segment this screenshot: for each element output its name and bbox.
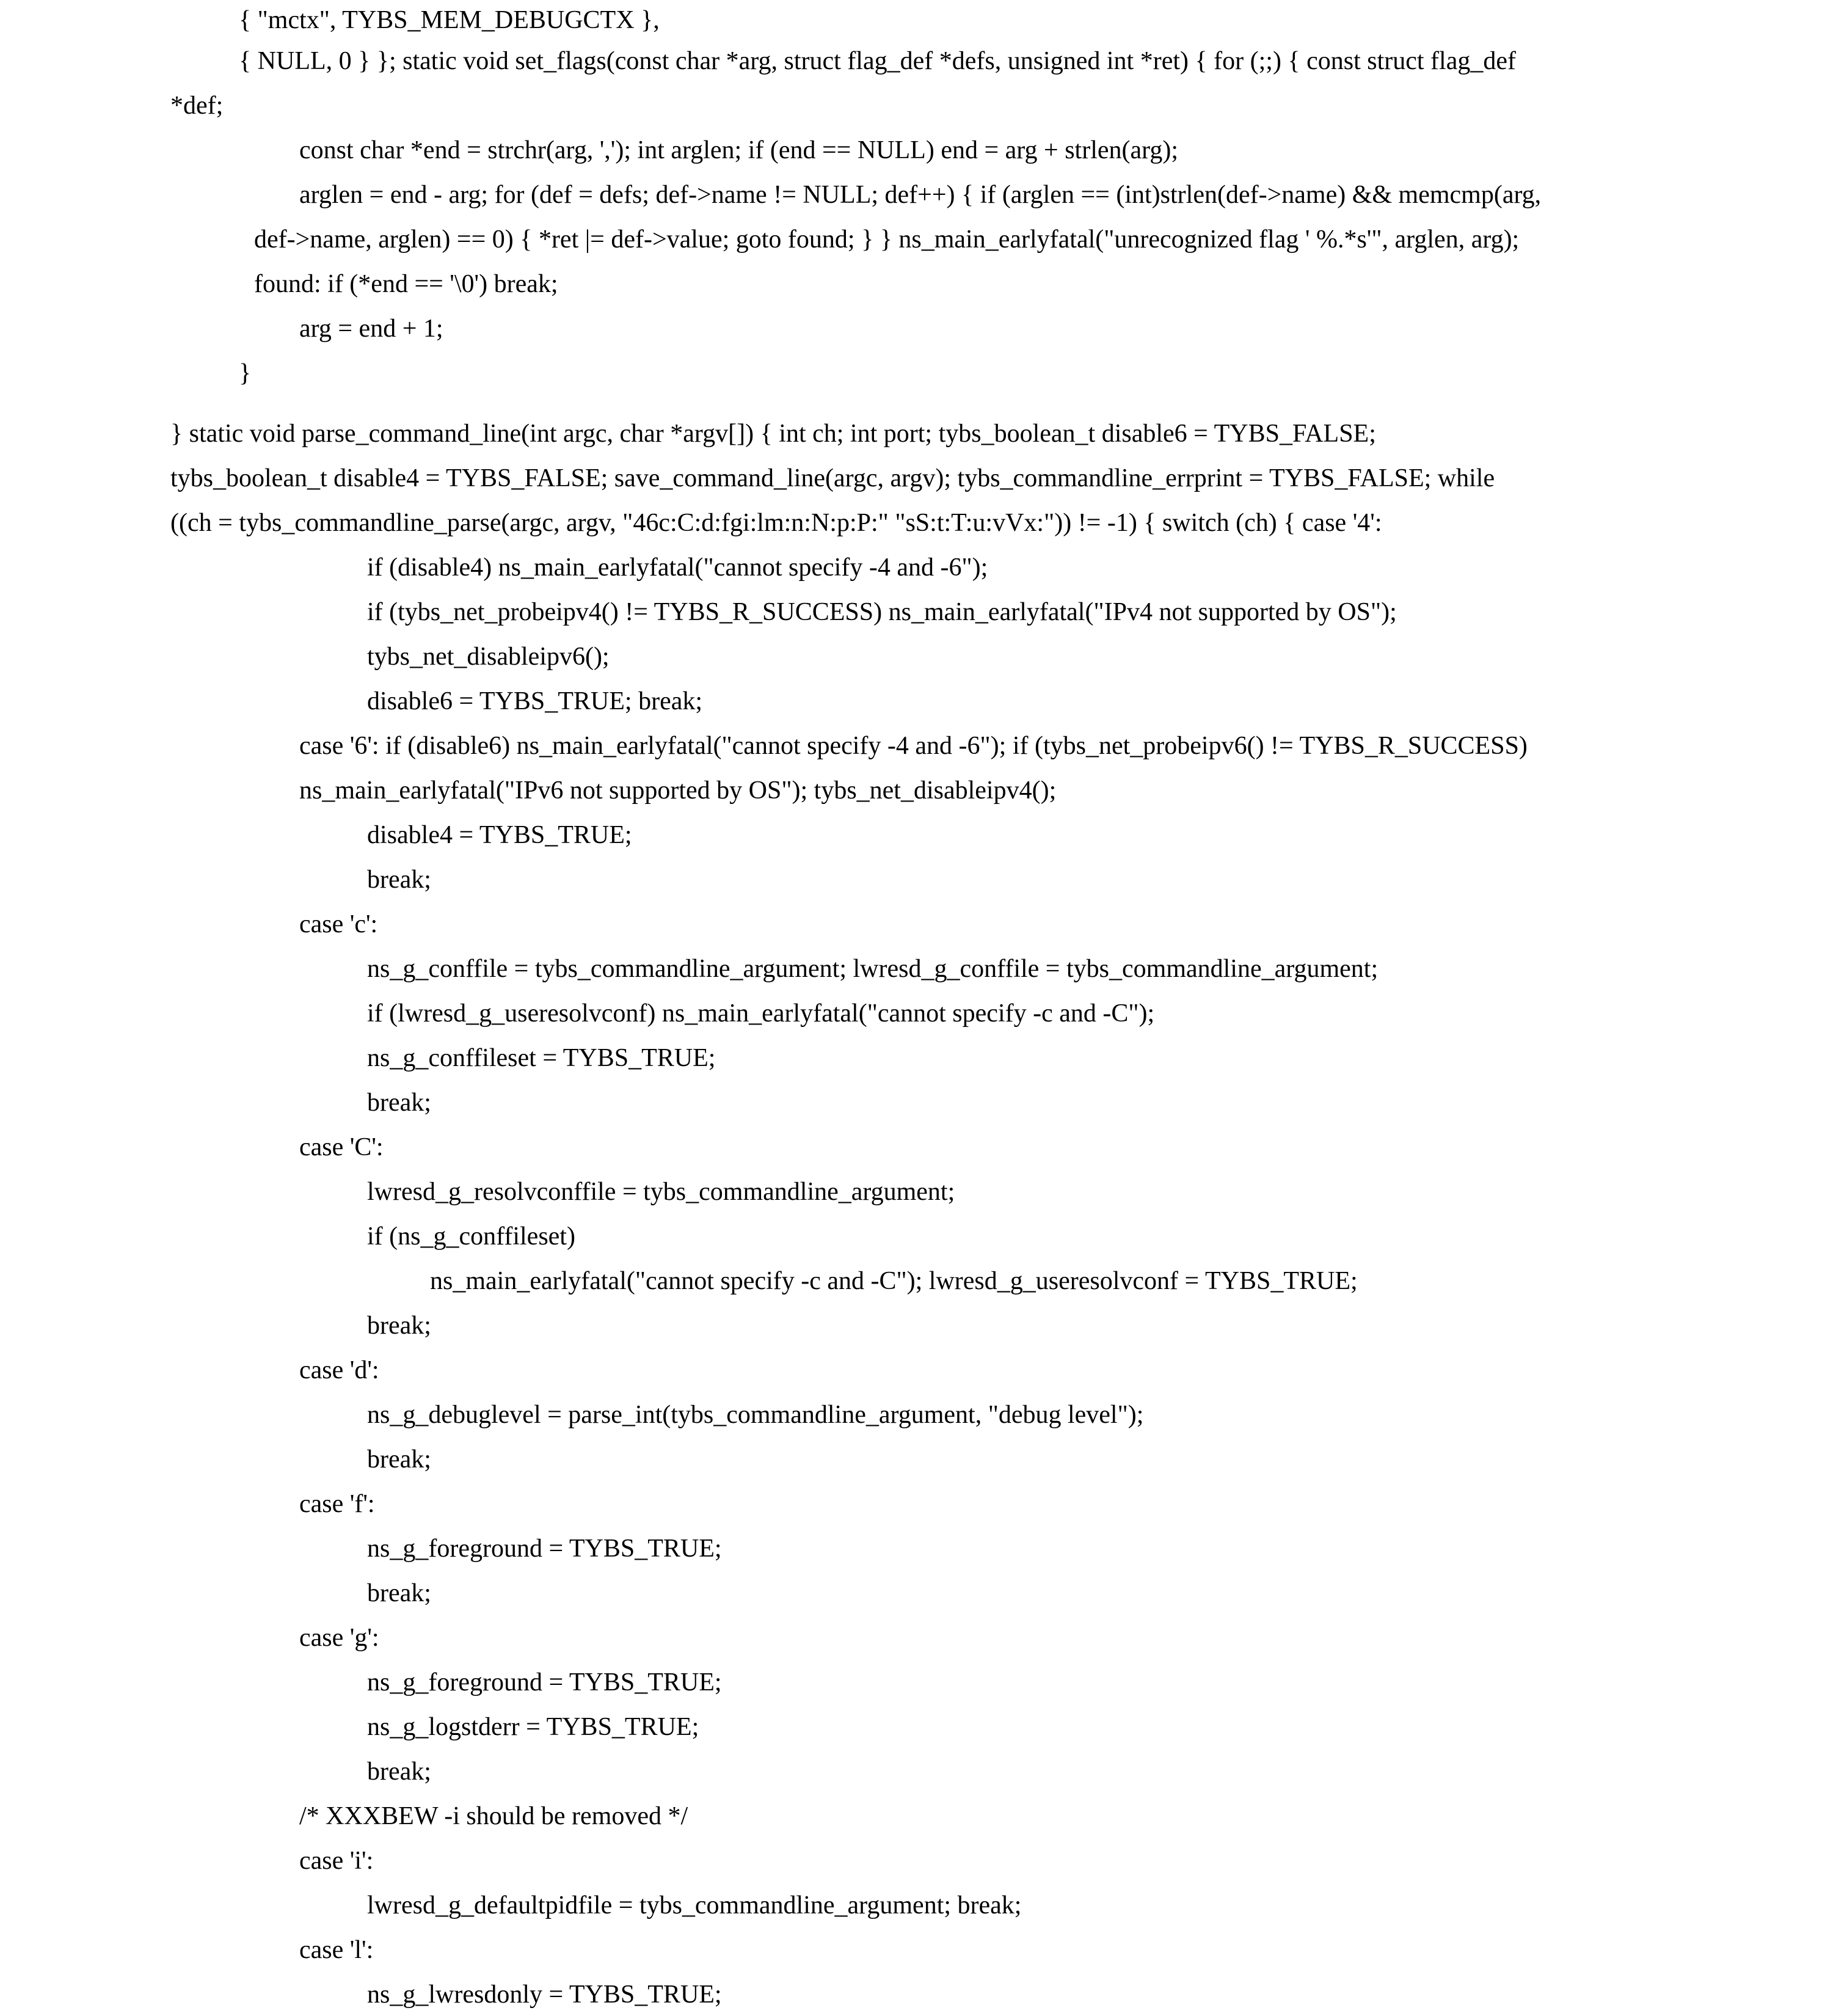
code-line: ((ch = tybs_commandline_parse(argc, argv, "46c:C:d:fgi:lm:n:N:p:P:" "sS:t:T:u:vVx:")) != -1) { switch (ch) { case '4': [170, 509, 1382, 537]
code-line: if (disable4) ns_main_earlyfatal("cannot specify -4 and -6"); [367, 553, 988, 582]
code-line: ns_g_foreground = TYBS_TRUE; [367, 1535, 722, 1563]
code-line: def->name, arglen) == 0) { *ret |= def->value; goto found; } } ns_main_earlyfatal("unrecognized flag ' %.*s'", arglen, arg); [254, 225, 1520, 254]
code-line: break; [367, 1758, 431, 1786]
code-line: tybs_boolean_t disable4 = TYBS_FALSE; save_command_line(argc, argv); tybs_commandline_errprint = TYBS_FALSE; while [170, 464, 1495, 492]
code-line: tybs_net_disableipv6(); [367, 643, 610, 671]
code-line: if (ns_g_conffileset) [367, 1222, 575, 1251]
code-line: } [239, 359, 252, 387]
code-line: case 'd': [299, 1356, 379, 1384]
code-line: break; [367, 1089, 431, 1117]
code-line: arg = end + 1; [299, 315, 443, 343]
code-line: { NULL, 0 } }; static void set_flags(const char *arg, struct flag_def *defs, unsigned int *ret) { for (;;) { const struct flag_def [239, 47, 1516, 75]
code-line: const char *end = strchr(arg, ','); int arglen; if (end == NULL) end = arg + strlen(arg); [299, 136, 1179, 164]
code-line: ns_g_debuglevel = parse_int(tybs_commandline_argument, "debug level"); [367, 1401, 1144, 1429]
code-line: case 'C': [299, 1133, 384, 1161]
code-line: break; [367, 1445, 431, 1474]
code-line: if (lwresd_g_useresolvconf) ns_main_earlyfatal("cannot specify -c and -C"); [367, 999, 1155, 1028]
code-line: case 'l': [299, 1936, 374, 1964]
code-line: ns_main_earlyfatal("IPv6 not supported by OS"); tybs_net_disableipv4(); [299, 776, 1057, 805]
code-comment-line: /* XXXBEW -i should be removed */ [299, 1802, 688, 1830]
code-line: case 'f': [299, 1490, 375, 1518]
code-line: case 'g': [299, 1624, 379, 1652]
code-line: break; [367, 866, 431, 894]
code-line: ns_g_conffile = tybs_commandline_argument; lwresd_g_conffile = tybs_commandline_argument; [367, 955, 1379, 983]
code-line: disable6 = TYBS_TRUE; break; [367, 687, 703, 715]
code-line: case 'c': [299, 910, 378, 938]
code-line: case '6': if (disable6) ns_main_earlyfatal("cannot specify -4 and -6"); if (tybs_net_probeipv6() != TYBS_R_SUCCESS) [299, 732, 1528, 760]
code-line: ns_g_logstderr = TYBS_TRUE; [367, 1713, 699, 1741]
code-line: lwresd_g_resolvconffile = tybs_commandline_argument; [367, 1178, 955, 1206]
code-line: lwresd_g_defaultpidfile = tybs_commandline_argument; break; [367, 1891, 1022, 1919]
code-line: ns_g_lwresdonly = TYBS_TRUE; [367, 1981, 722, 2009]
code-line: disable4 = TYBS_TRUE; [367, 821, 632, 849]
code-line: break; [367, 1312, 431, 1340]
code-line: ns_main_earlyfatal("cannot specify -c and -C"); lwresd_g_useresolvconf = TYBS_TRUE; [430, 1267, 1358, 1295]
code-line: *def; [170, 92, 224, 120]
code-line: ns_g_conffileset = TYBS_TRUE; [367, 1044, 716, 1072]
code-line: case 'i': [299, 1847, 374, 1875]
code-line: } static void parse_command_line(int argc, char *argv[]) { int ch; int port; tybs_boolean_t disable6 = TYBS_FALSE; [170, 420, 1376, 448]
code-line: { "mctx", TYBS_MEM_DEBUGCTX }, [239, 6, 660, 34]
code-line: ns_g_foreground = TYBS_TRUE; [367, 1668, 722, 1696]
code-line: found: if (*end == '\0') break; [254, 270, 558, 298]
code-line: arglen = end - arg; for (def = defs; def->name != NULL; def++) { if (arglen == (int)strlen(def->name) && memcmp(arg, [299, 181, 1542, 209]
code-line: break; [367, 1579, 431, 1607]
code-line: if (tybs_net_probeipv4() != TYBS_R_SUCCESS) ns_main_earlyfatal("IPv4 not supported by OS"); [367, 598, 1397, 626]
